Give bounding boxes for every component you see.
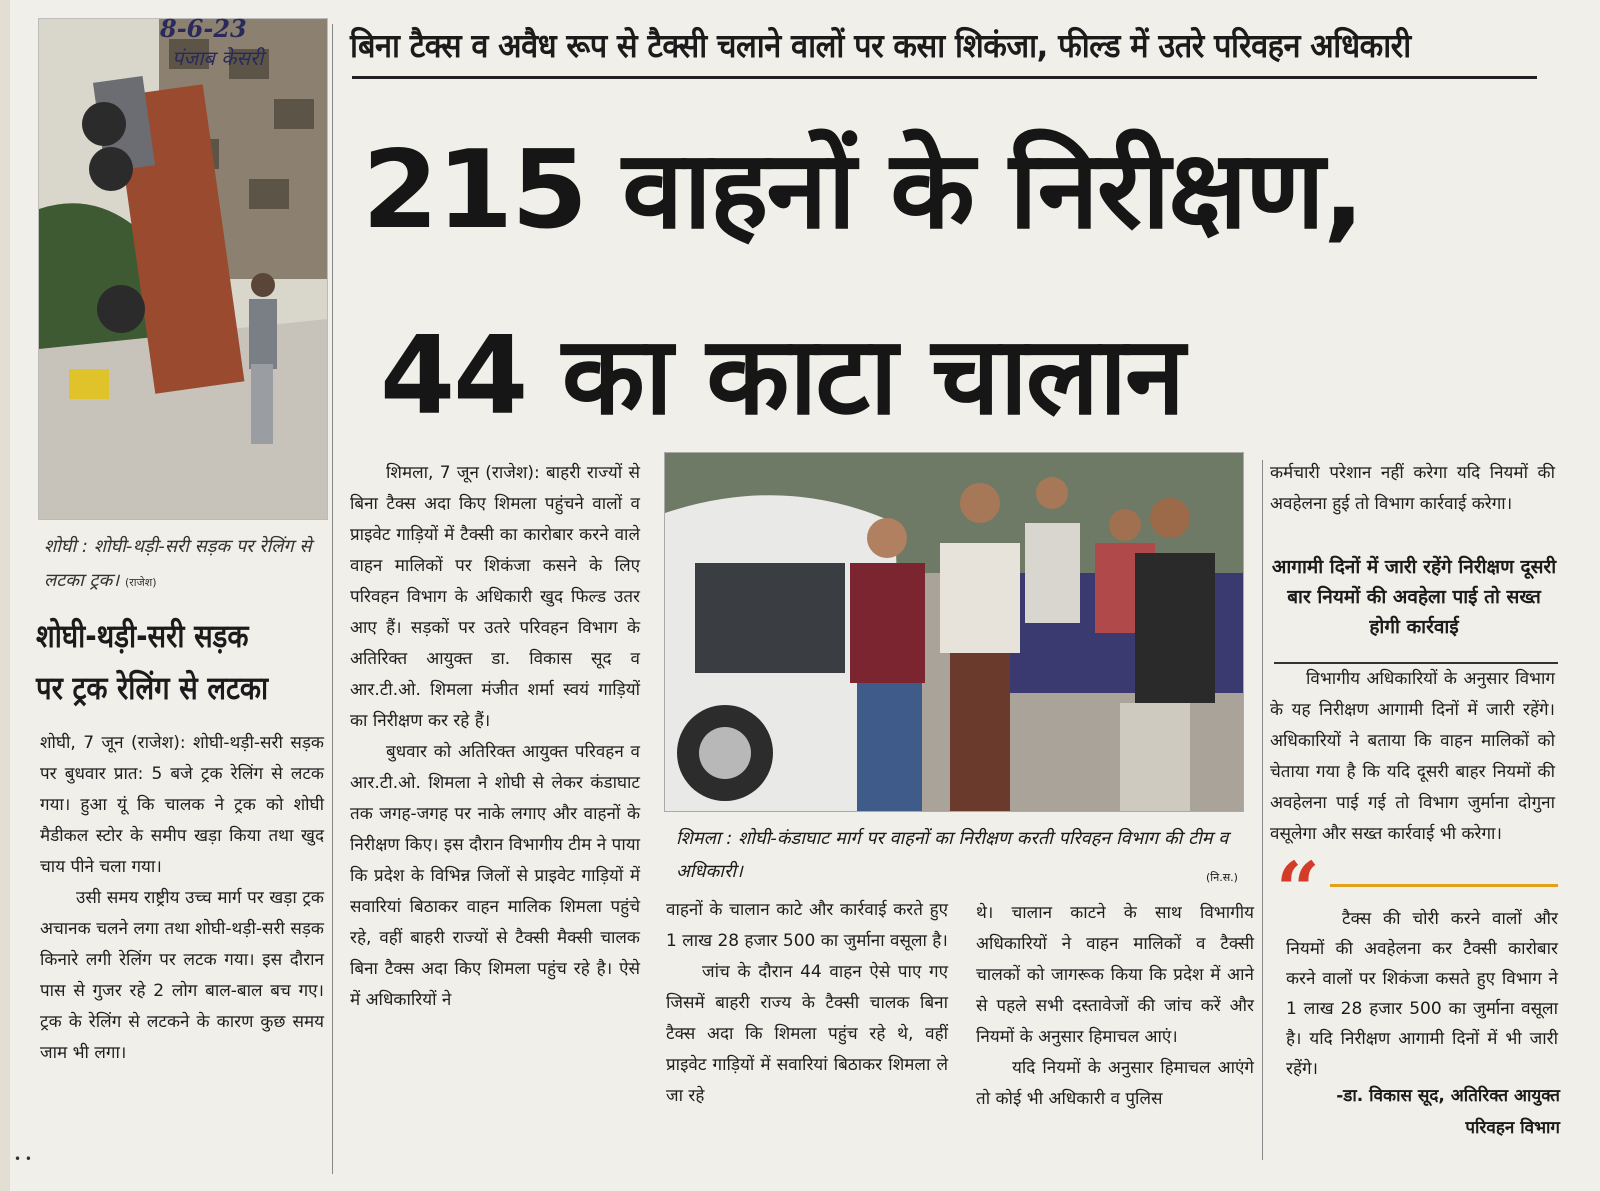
story-column-2 <box>666 895 948 1112</box>
story-column-4-top <box>1270 458 1555 520</box>
story-paragraph: जांच के दौरान 44 वाहन ऐसे पाए गए जिसमें बाहरी राज्य के टैक्सी चालक बिना टैक्स अदा कि शिमला पहुंच रहे थे, वहीं प्राइवेट गाड़ियों में सवारियां बिठाकर शिमला ले जा रहे <box>666 962 948 1106</box>
story-paragraph: विभागीय अधिकारियों के अनुसार विभाग के यह निरीक्षण आगामी दिनों में जारी रहेंगे। अधिकारियों ने बताया कि वाहन मालिकों को चेताया गया है कि यदि दूसरी बाहर नियमों की अवहेलना पाई गई तो विभाग जुर्माना दोगुना वसूलेगा और सख्त कार्रवाई भी करेगा। <box>1270 669 1555 844</box>
story-column-3 <box>976 898 1254 1115</box>
story-paragraph: थे। चालान काटने के साथ विभागीय अधिकारियों ने वाहन मालिकों व टैक्सी चालकों को जागरूक किया कि प्रदेश में आने से पहले सभी दस्तावेजों की जांच करें और नियमों के अनुसार हिमाचल आएं। <box>976 903 1254 1047</box>
scan-edge <box>0 0 10 1191</box>
truck-photo <box>38 18 328 520</box>
quote-mark-icon: “ <box>1276 845 1320 934</box>
story-paragraph: वाहनों के चालान काटे और कार्रवाई करते हुए 1 लाख 28 हजार 500 का जुर्माना वसूला है। <box>666 900 948 951</box>
handwritten-date: 8-6-23 <box>160 14 247 43</box>
story-paragraph: शिमला, 7 जून (राजेश): बाहरी राज्यों से बिना टैक्स अदा किए शिमला पहुंचने वालों व प्राइवेट गाड़ियों में टैक्सी का कारोबार करने वाले वाहन मालिकों पर शिकंजा कसने के लिए परिवहन विभाग के अधिकारी खुद फिल्ड उतर आए हैं। सड़कों पर उतरे परिवहन विभाग के अतिरिक्त आयुक्त डा. विकास सूद व आर.टी.ओ. शिमला मंजीत शर्मा स्वयं गाड़ियों का निरीक्षण कर रहे हैं। <box>350 463 640 731</box>
officials-photo <box>664 452 1244 812</box>
officials-photo-credit: (नि.स.) <box>1206 871 1238 884</box>
kicker-headline: बिना टैक्स व अवैध रूप से टैक्सी चलाने वालों पर कसा शिकंजा, फील्ड में उतरे परिवहन अधिकारी <box>350 26 1411 65</box>
handwritten-paper-name: पंजाब केसरी <box>172 46 264 70</box>
column-divider <box>1262 460 1263 1160</box>
pull-quote-text: टैक्स की चोरी करने वालों और नियमों की अवहेलना कर टैक्सी कारोबार करने वालों पर शिकंजा कसते हुए विभाग ने 1 लाख 28 हजार 500 का जुर्माना वसूला है। यदि निरीक्षण आगामी दिनों में भी जारी रहेंगे। <box>1286 909 1558 1079</box>
left-story-body <box>40 728 324 1069</box>
story-paragraph: कर्मचारी परेशान नहीं करेगा यदि नियमों की अवहेलना हुई तो विभाग कार्रवाई करेगा। <box>1270 463 1555 514</box>
kicker-rule <box>352 76 1537 79</box>
story-column-1 <box>350 458 640 1016</box>
officials-photo-caption: शिमला : शोघी-कंडाघाट मार्ग पर वाहनों का निरीक्षण करती परिवहन विभाग की टीम व अधिकारी। <box>676 828 1229 882</box>
truck-caption-credit: (राजेश) <box>124 576 157 589</box>
left-paragraph: शोघी, 7 जून (राजेश): शोघी-थड़ी-सरी सड़क पर बुधवार प्रात: 5 बजे ट्रक रेलिंग से लटक गया। हुआ यूं कि चालक ने ट्रक को शोघी मैडीकल स्टोर के समीप खड़ा किया तथा खुद चाय पीने चला गया। <box>40 733 324 877</box>
left-headline: शोघी-थड़ी-सरी सड़क पर ट्रक रेलिंग से लटका <box>36 617 269 707</box>
officials-illustration <box>665 453 1243 811</box>
truck-illustration <box>39 19 327 519</box>
pull-quote-author: -डा. विकास सूद, अतिरिक्त आयुक्त परिवहन विभाग <box>1336 1086 1560 1138</box>
truck-caption-text: शोघी : शोघी-थड़ी-सरी सड़क पर रेलिंग से लटका ट्रक। <box>44 536 312 591</box>
left-paragraph: उसी समय राष्ट्रीय उच्च मार्ग पर खड़ा ट्रक अचानक चलने लगा तथा शोघी-थड़ी-सरी सड़क किनारे लगी रेलिंग पर लटक गया। इस दौरान पास से गुजर रहे 2 लोग बाल-बाल बच गए। ट्रक के रेलिंग से लटकने के कारण कुछ समय जाम भी लगा। <box>40 888 324 1063</box>
truck-photo-caption <box>44 530 324 600</box>
story-paragraph: बुधवार को अतिरिक्त आयुक्त परिवहन व आर.टी.ओ. शिमला ने शोघी से लेकर कंडाघाट तक जगह-जगह पर नाके लगाए और वाहनों के निरीक्षण किए। इस दौरान विभागीय टीम ने पाया कि प्रदेश के विभिन्न जिलों से प्राइवेट गाड़ियों में सवारियां बिठाकर वाहन मालिक शिमला पहुंचे रहे, वहीं बाहरी राज्यों से टैक्सी मैक्सी चालक बिना टैक्स अदा किए शिमला पहुंच रहे है। ऐसे में अधिकारियों ने <box>350 742 640 1010</box>
column-divider <box>332 24 333 1174</box>
subheadline: आगामी दिनों में जारी रहेंगे निरीक्षण दूसरी बार नियमों की अवहेला पाई तो सख्त होगी कार्रवाई <box>1271 556 1557 638</box>
main-headline-line1: 215 वाहनों के निरीक्षण, <box>362 128 1363 253</box>
story-paragraph: यदि नियमों के अनुसार हिमाचल आएंगे तो कोई भी अधिकारी व पुलिस <box>976 1058 1254 1109</box>
story-column-4-bottom <box>1270 664 1555 850</box>
quote-rule <box>1330 884 1558 887</box>
scan-dots: • • <box>14 1152 32 1166</box>
main-headline-line2: 44 का काटा चालान <box>380 314 1184 439</box>
pull-quote <box>1286 904 1558 1084</box>
